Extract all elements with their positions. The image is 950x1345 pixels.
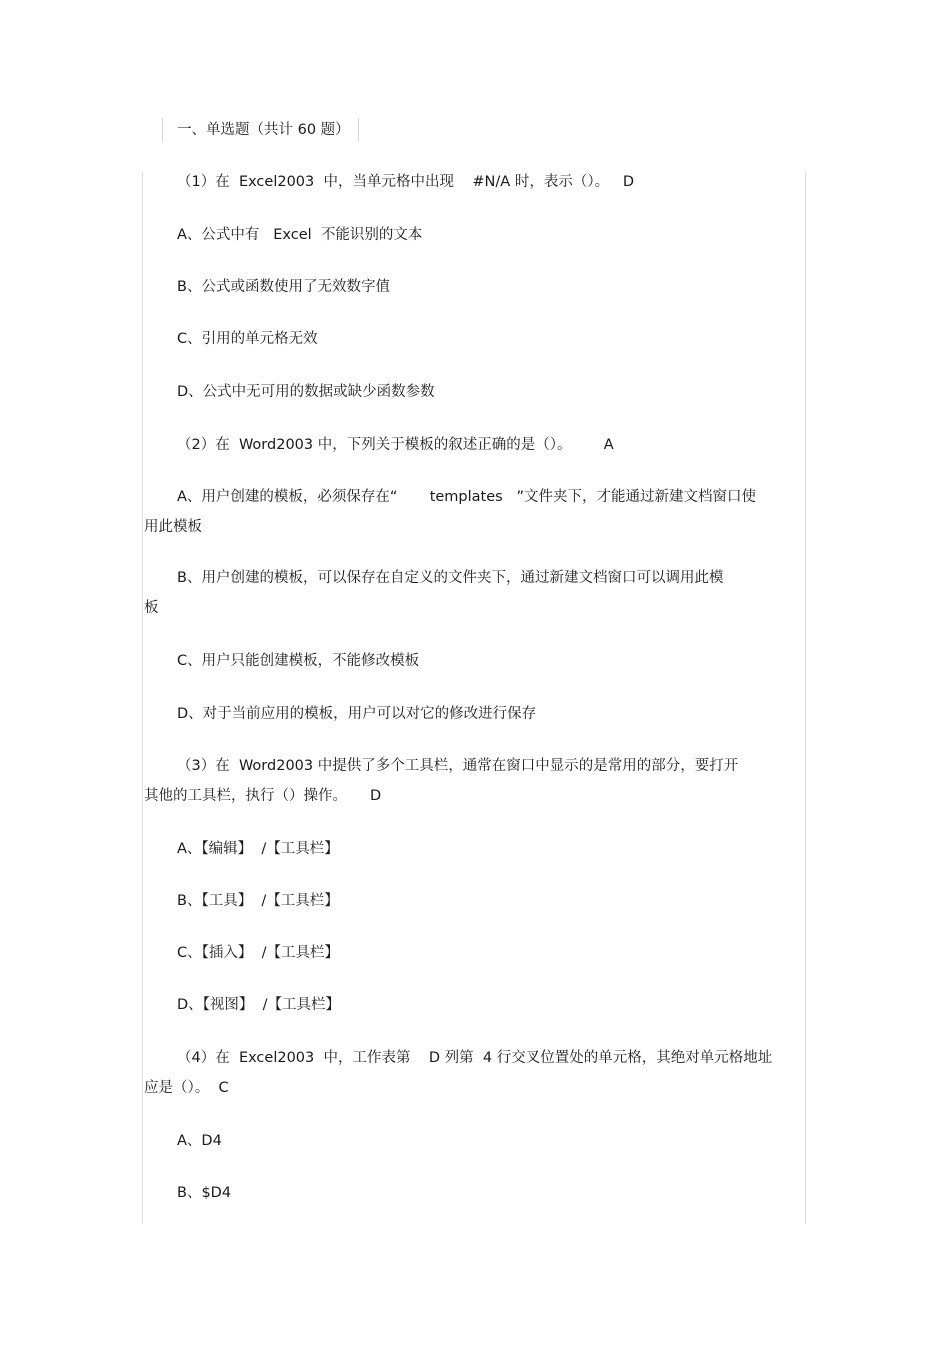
- question-1-option-c: C、引用的单元格无效: [177, 331, 318, 347]
- question-3-option-c: C、【插入】 /【工具栏】: [177, 945, 339, 961]
- question-2-option-a-cont: 用此模板: [144, 519, 202, 535]
- question-1-option-d: D、公式中无可用的数据或缺少函数参数: [177, 384, 435, 400]
- question-3-option-d: D、【视图】 /【工具栏】: [177, 997, 341, 1013]
- section-title: 一、单选题（共计 60 题）: [162, 118, 359, 142]
- question-3-stem: （3）在 Word2003 中提供了多个工具栏，通常在窗口中显示的是常用的部分，要打开: [177, 758, 739, 774]
- question-2-option-c: C、用户只能创建模板，不能修改模板: [177, 653, 420, 669]
- question-3-stem-cont: 其他的工具栏，执行（）操作。 D: [144, 788, 382, 804]
- question-4-stem-cont: 应是（）。 C: [144, 1080, 229, 1096]
- question-1-option-a: A、公式中有 Excel 不能识别的文本: [177, 227, 423, 243]
- question-2-option-b: B、用户创建的模板，可以保存在自定义的文件夹下，通过新建文档窗口可以调用此模: [177, 570, 724, 586]
- question-3-option-a: A、【编辑】 /【工具栏】: [177, 841, 339, 857]
- question-4-option-b: B、$D4: [177, 1185, 232, 1201]
- question-1-option-b: B、公式或函数使用了无效数字值: [177, 279, 390, 295]
- question-2-option-d: D、对于当前应用的模板，用户可以对它的修改进行保存: [177, 706, 537, 722]
- question-4-stem: （4）在 Excel2003 中，工作表第 D 列第 4 行交叉位置处的单元格，其绝对单元格地址: [177, 1050, 773, 1066]
- question-1-stem: （1）在 Excel2003 中，当单元格中出现 #N/A 时，表示（）。 D: [177, 174, 635, 190]
- question-2-option-a: A、用户创建的模板，必须保存在“ templates ”文件夹下，才能通过新建文档窗口使: [177, 489, 757, 505]
- question-4-option-a: A、D4: [177, 1133, 222, 1149]
- question-3-option-b: B、【工具】 /【工具栏】: [177, 893, 339, 909]
- question-2-option-b-cont: 板: [144, 600, 159, 616]
- question-2-stem: （2）在 Word2003 中，下列关于模板的叙述正确的是（）。 A: [177, 437, 614, 453]
